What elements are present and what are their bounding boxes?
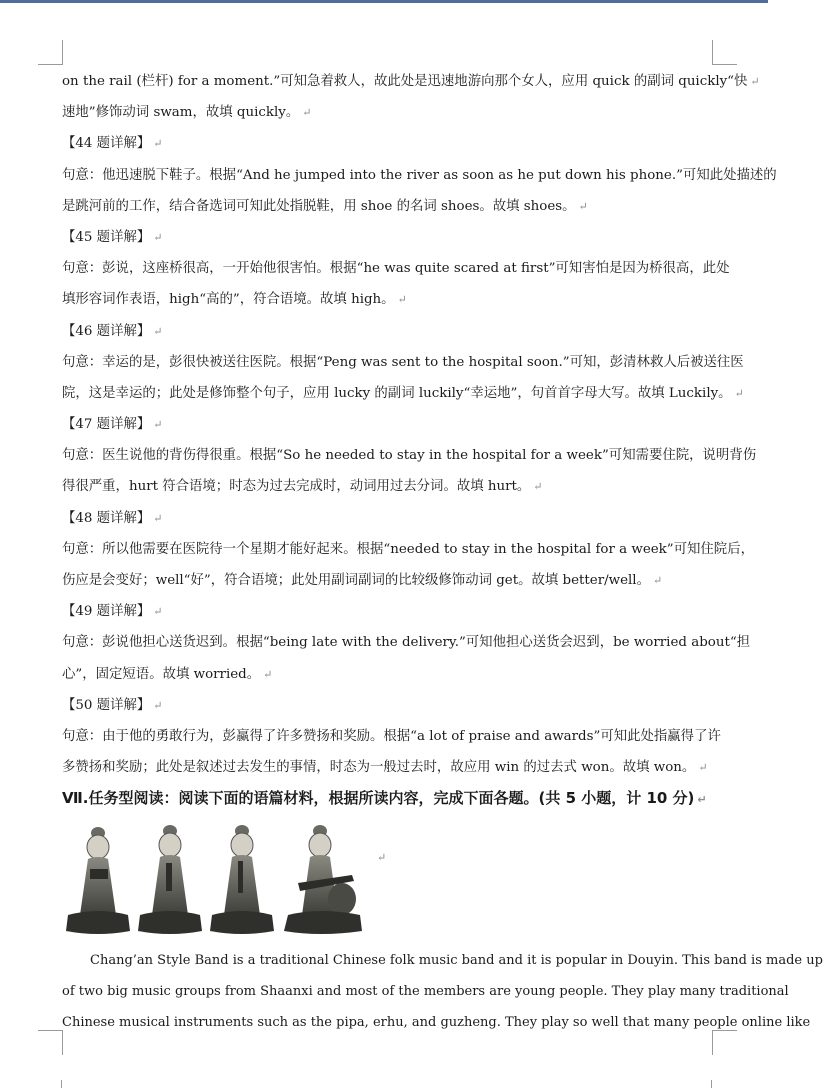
page-edge-tick-right	[711, 1080, 712, 1088]
passage-line: Chang’an Style Band is a traditional Chinese folk music band and it is popular in Douyin. This band is made up	[90, 952, 823, 968]
window-top-border	[0, 0, 768, 3]
question-heading: 【48 题详解】 ↵	[62, 510, 163, 526]
figurine-3	[210, 825, 274, 934]
text-line: 多赞扬和奖励；此处是叙述过去发生的事情，时态为一般过去时，故应用 win 的过去式 won。故填 won。 ↵	[62, 760, 708, 776]
question-heading: 【46 题详解】 ↵	[62, 323, 163, 339]
question-heading: 【44 题详解】 ↵	[62, 136, 163, 152]
question-heading: 【45 题详解】 ↵	[62, 229, 163, 245]
question-heading: 【47 题详解】 ↵	[62, 417, 163, 433]
crop-mark-top-right	[712, 40, 737, 65]
text-line: 句意：医生说他的背伤得很重。根据“So he needed to stay in the hospital for a week”可知需要住院，说明背伤	[62, 448, 757, 464]
crop-mark-bottom-left	[38, 1030, 63, 1055]
section-heading: Ⅶ.任务型阅读：阅读下面的语篇材料，根据所读内容，完成下面各题。(共 5 小题，计 10 分) ↵	[62, 789, 707, 808]
text-line: 句意：幸运的是，彭很快被送往医院。根据“Peng was sent to the hospital soon.”可知，彭清林救人后被送往医	[62, 354, 744, 370]
figurine-1	[66, 827, 130, 934]
question-heading: 【49 题详解】 ↵	[62, 604, 163, 620]
figurines-illustration	[62, 823, 382, 939]
passage-line: Chinese musical instruments such as the pipa, erhu, and guzheng. They play so well that many people online like	[62, 1014, 811, 1030]
text-line: 院，这是幸运的；此处是修饰整个句子，应用 lucky 的副词 luckily“幸运地”，句首首字母大写。故填 Luckily。 ↵	[62, 385, 744, 401]
paragraph-mark: ↵	[377, 850, 387, 864]
text-line: 心”，固定短语。故填 worried。 ↵	[62, 666, 273, 682]
text-line: 句意：由于他的勇敢行为，彭赢得了许多赞扬和奖励。根据“a lot of praise and awards”可知此处指赢得了许	[62, 728, 721, 744]
question-heading: 【50 题详解】 ↵	[62, 697, 163, 713]
document-body	[62, 66, 823, 1038]
page-edge-tick-left	[61, 1080, 62, 1088]
text-line: 速地”修饰动词 swam，故填 quickly。 ↵	[62, 105, 312, 121]
figurine-4	[284, 825, 362, 934]
passage-line: of two big music groups from Shaanxi and most of the members are young people. They play many traditional	[62, 983, 789, 999]
text-line: 句意：所以他需要在医院待一个星期才能好起来。根据“needed to stay in the hospital for a week”可知住院后，	[62, 541, 754, 557]
text-line: 是跳河前的工作，结合备选词可知此处指脱鞋，用 shoe 的名词 shoes。故填 shoes。 ↵	[62, 198, 588, 214]
text-line: on the rail (栏杆) for a moment.”可知急着救人，故此处是迅速地游向那个女人，应用 quick 的副词 quickly“快 ↵	[62, 74, 760, 89]
crop-mark-top-left	[38, 40, 63, 65]
figurine-2	[138, 825, 202, 934]
text-line: 填形容词作表语，high“高的”，符合语境。故填 high。 ↵	[62, 292, 407, 308]
text-line: 句意：彭说，这座桥很高，一开始他很害怕。根据“he was quite scared at first”可知害怕是因为桥很高，此处	[62, 261, 730, 277]
text-line: 伤应是会变好；well“好”，符合语境；此处用副词副词的比较级修饰动词 get。故填 better/well。 ↵	[62, 573, 663, 588]
musician-figurines-image	[62, 815, 718, 945]
text-line: 句意：彭说他担心送货迟到。根据“being late with the delivery.”可知他担心送货会迟到，be worried about“担	[62, 635, 751, 651]
text-line: 句意：他迅速脱下鞋子。根据“And he jumped into the river as soon as he put down his phone.”可知此处描述的	[62, 167, 777, 183]
text-line: 得很严重，hurt 符合语境；时态为过去完成时，动词用过去分词。故填 hurt。 ↵	[62, 479, 543, 495]
